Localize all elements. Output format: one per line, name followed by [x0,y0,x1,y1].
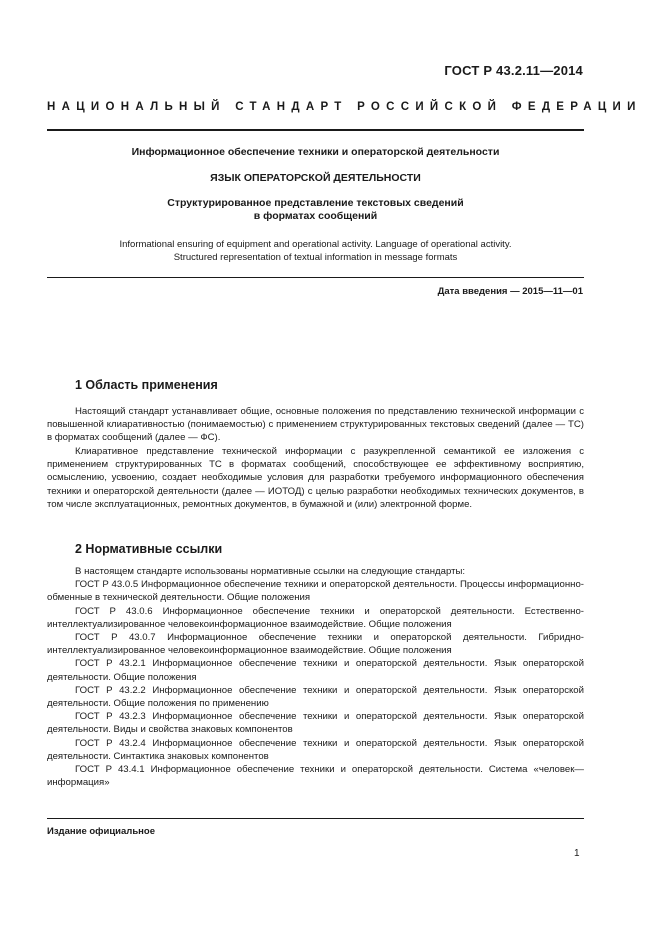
title-divider [47,277,584,278]
subtitle-line-2: в форматах сообщений [253,210,378,222]
references-intro: В настоящем стандарте использованы нормативные ссылки на следующие стандарты: [75,566,466,577]
english-title-line-1: Informational ensuring of equipment and operational activity. Language of operational activity. [119,239,512,250]
series-title: Информационное обеспечение техники и операторской деятельности [131,146,500,158]
reference-item: ГОСТ Р 43.2.3 Информационное обеспечение техники и операторской деятельности. Язык операторской деятельности. Виды и свойства знаковых компонентов [47,711,584,736]
english-title [47,238,584,264]
footer-divider [47,818,584,819]
reference-item: ГОСТ Р 43.0.6 Информационное обеспечение техники и операторской деятельности. Естественно-интеллектуализированное человекоинформационное взаимодействие. Общие положения [47,605,584,630]
reference-item: ГОСТ Р 43.2.4 Информационное обеспечение техники и операторской деятельности. Язык операторской деятельности. Синтактика знаковых компонентов [47,737,584,762]
reference-item: ГОСТ Р 43.2.1 Информационное обеспечение техники и операторской деятельности. Язык операторской деятельности. Общие положения [47,658,584,683]
reference-item: ГОСТ Р 43.0.5 Информационное обеспечение техники и операторской деятельности. Процессы информационно-обменные в технической деятельности. Общие положения [47,579,584,604]
section-1-paragraph-2: Клиаративное представление технической информации с разукрепленной семантикой ее изложения с применением структурированных ТС в форматах сообщений, способствующее ее эффективному восприятию, осмыслению, усвоению, создает необходимые условия для разработки требуемого информационного обеспечения техники и операторской деятельности (далее — ИОТОД) с целью разработки необходимых технических документов, в том числе эксплуатационных, ремонтных документов, в бумажной и (или) электронной форме. [47,446,584,510]
page-number: 1 [574,848,580,859]
heading-divider [47,129,584,131]
official-edition-label: Издание официальное [47,826,155,837]
introduction-date: Дата введения — 2015—11—01 [437,286,583,297]
standard-heading: НАЦИОНАЛЬНЫЙ СТАНДАРТ РОССИЙСКОЙ ФЕДЕРАЦИИ [47,101,642,113]
section-1-paragraph-1: Настоящий стандарт устанавливает общие, основные положения по представлению технической информации с повышенной клиаративностью (понимаемостью) с применением структурированных текстовых сведений (далее — ТС) в форматах сообщений (далее — ФС). [47,406,584,444]
reference-item: ГОСТ Р 43.2.2 Информационное обеспечение техники и операторской деятельности. Язык операторской деятельности. Общие положения по применению [47,684,584,710]
subtitle-line-1: Структурированное представление текстовых сведений [167,197,464,209]
reference-item: ГОСТ Р 43.0.7 Информационное обеспечение техники и операторской деятельности. Гибридно-интеллектуализированное человекоинформационное взаимодействие. Общие положения [47,632,584,657]
english-title-line-2: Structured representation of textual information in message formats [173,252,458,263]
section-2-title: 2 Нормативные ссылки [75,542,223,556]
section-1-title: 1 Область применения [75,378,218,392]
gost-code: ГОСТ Р 43.2.11—2014 [444,63,583,78]
normative-references [47,565,584,789]
reference-item: ГОСТ Р 43.4.1 Информационное обеспечение техники и операторской деятельности. Система «человек—информация» [47,764,584,789]
standard-name: ЯЗЫК ОПЕРАТОРСКОЙ ДЕЯТЕЛЬНОСТИ [210,172,421,184]
standard-subtitle [47,197,584,223]
